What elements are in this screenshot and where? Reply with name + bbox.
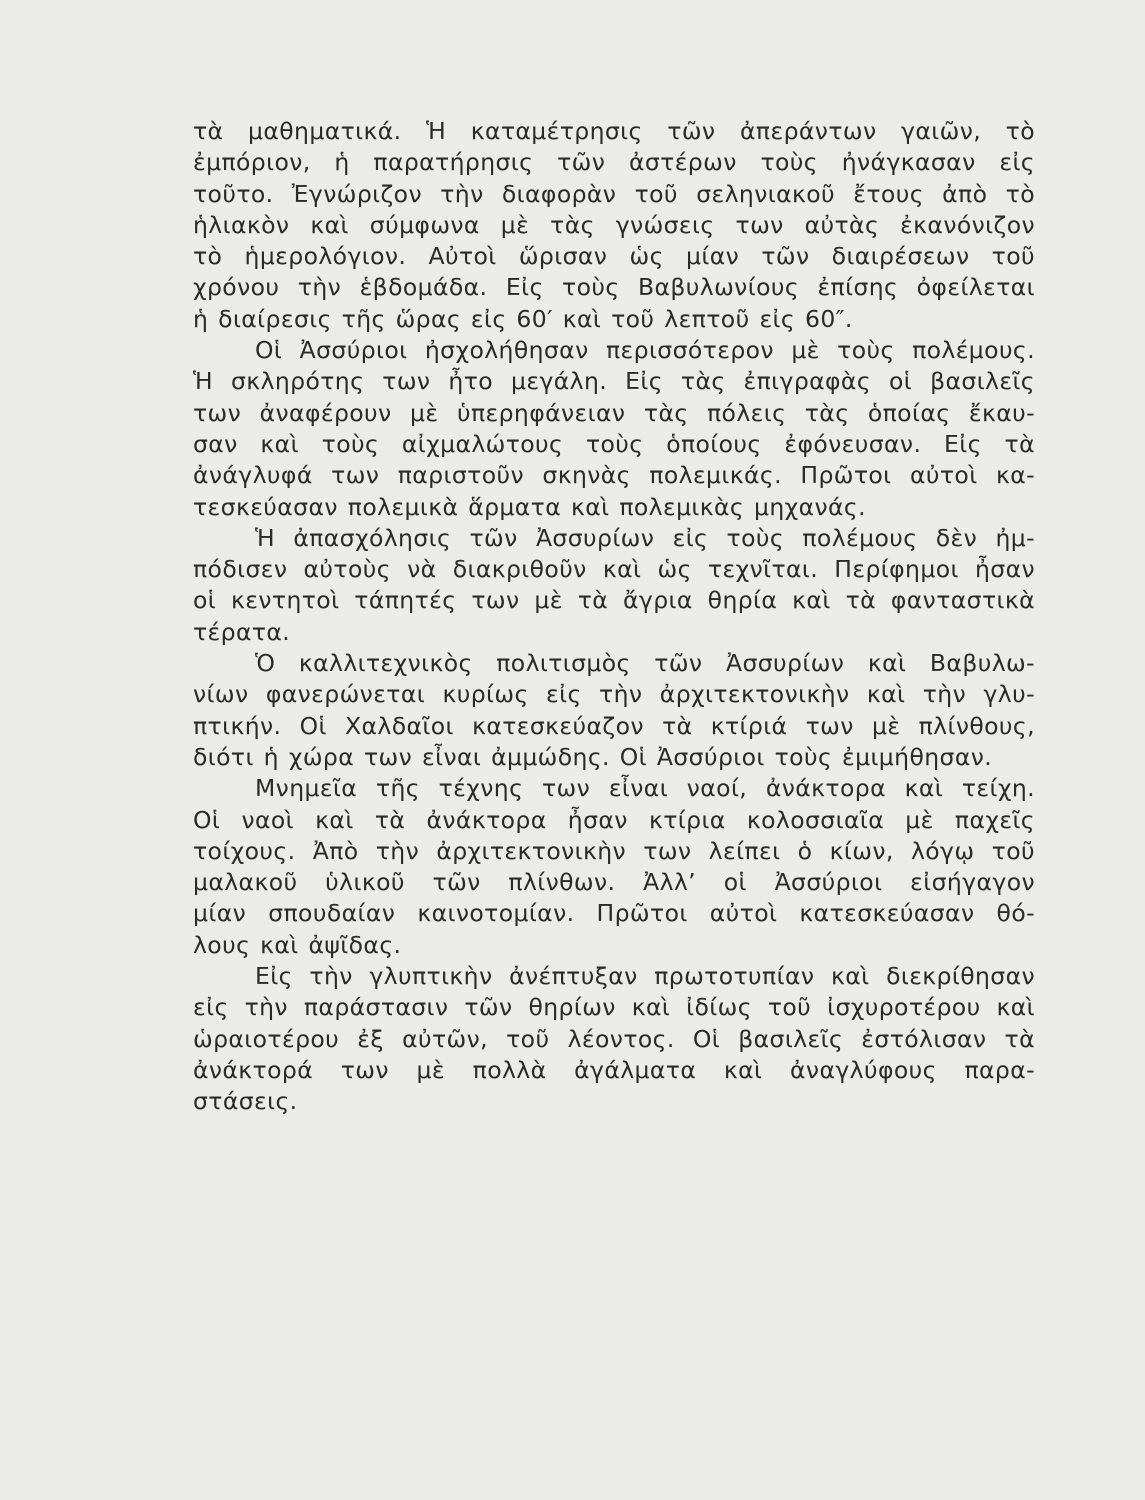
- paragraph-6: [193, 961, 1035, 1117]
- text-line: διότι ἡ χώρα των εἶναι ἀμμώδης. Οἱ Ἀσσύριοι τοὺς ἐμιμήθησαν.: [193, 742, 993, 771]
- text-line: πτικήν. Οἱ Χαλδαῖοι κατεσκεύαζον τὰ κτίριά των μὲ πλίνθους,: [193, 711, 1035, 740]
- text-line: νίων φανερώνεται κυρίως εἰς τὴν ἀρχιτεκτονικὴν καὶ τὴν γλυ-: [193, 680, 1035, 709]
- text-line: των ἀναφέρουν μὲ ὑπερηφάνειαν τὰς πόλεις τὰς ὁποίας ἔκαυ-: [193, 398, 1035, 427]
- text-line: χρόνου τὴν ἑβδομάδα. Εἰς τοὺς Βαβυλωνίους ἐπίσης ὀφείλεται: [193, 273, 1035, 302]
- paragraph-5: [193, 773, 1035, 961]
- text-line: τοῦτο. Ἐγνώριζον τὴν διαφορὰν τοῦ σεληνιακοῦ ἔτους ἀπὸ τὸ: [193, 179, 1035, 208]
- text-line: ὡραιοτέρου ἐξ αὐτῶν, τοῦ λέοντος. Οἱ βασιλεῖς ἐστόλισαν τὰ: [193, 1024, 1035, 1053]
- text-line: σαν καὶ τοὺς αἰχμαλώτους τοὺς ὁποίους ἐφόνευσαν. Εἰς τὰ: [193, 429, 1035, 458]
- text-line: τὸ ἡμερολόγιον. Αὐτοὶ ὥρισαν ὡς μίαν τῶν διαιρέσεων τοῦ: [193, 242, 1035, 271]
- text-line: πόδισεν αὐτοὺς νὰ διακριθοῦν καὶ ὡς τεχνῖται. Περίφημοι ἦσαν: [193, 555, 1035, 584]
- text-line: τεσκεύασαν πολεμικὰ ἅρματα καὶ πολεμικὰς μηχανάς.: [193, 492, 866, 521]
- text-line: Οἱ ναοὶ καὶ τὰ ἀνάκτορα ἦσαν κτίρια κολοσσιαῖα μὲ παχεῖς: [193, 805, 1035, 834]
- text-line: ἡλιακὸν καὶ σύμφωνα μὲ τὰς γνώσεις των αὐτὰς ἐκανόνιζον: [193, 210, 1035, 239]
- text-line: Ἡ σκληρότης των ἦτο μεγάλη. Εἰς τὰς ἐπιγραφὰς οἱ βασιλεῖς: [193, 367, 1035, 396]
- text-line: λους καὶ ἀψῖδας.: [193, 930, 402, 959]
- text-line: μίαν σπουδαίαν καινοτομίαν. Πρῶτοι αὐτοὶ κατεσκεύασαν θό-: [193, 899, 1035, 928]
- text-line: Μνημεῖα τῆς τέχνης των εἶναι ναοί, ἀνάκτορα καὶ τείχη.: [255, 774, 1035, 803]
- text-line: ἡ διαίρεσις τῆς ὥρας εἰς 60′ καὶ τοῦ λεπτοῦ εἰς 60″.: [193, 304, 853, 333]
- text-line: τοίχους. Ἀπὸ τὴν ἀρχιτεκτονικὴν των λείπει ὁ κίων, λόγῳ τοῦ: [193, 836, 1035, 865]
- text-line: ἐμπόριον, ἡ παρατήρησις τῶν ἀστέρων τοὺς ἠνάγκασαν εἰς: [193, 148, 1035, 177]
- paragraph-2: [193, 335, 1035, 523]
- paragraph-1: [193, 116, 1035, 335]
- text-line: μαλακοῦ ὑλικοῦ τῶν πλίνθων. Ἀλλ’ οἱ Ἀσσύριοι εἰσήγαγον: [193, 868, 1035, 897]
- text-line: τέρατα.: [193, 617, 291, 646]
- text-line: ἀνάκτορά των μὲ πολλὰ ἀγάλματα καὶ ἀναγλύφους παρα-: [193, 1055, 1035, 1084]
- text-line: Οἱ Ἀσσύριοι ἠσχολήθησαν περισσότερον μὲ τοὺς πολέμους.: [255, 336, 1035, 365]
- text-line: οἱ κεντητοὶ τάπητές των μὲ τὰ ἄγρια θηρία καὶ τὰ φανταστικὰ: [193, 586, 1035, 615]
- page-body-text: [193, 116, 1035, 1118]
- text-line: Ἡ ἀπασχόλησις τῶν Ἀσσυρίων εἰς τοὺς πολέμους δὲν ἠμ-: [255, 523, 1035, 552]
- paragraph-3: [193, 523, 1035, 648]
- text-line: εἰς τὴν παράστασιν τῶν θηρίων καὶ ἰδίως τοῦ ἰσχυροτέρου καὶ: [193, 993, 1035, 1022]
- text-line: Ὁ καλλιτεχνικὸς πολιτισμὸς τῶν Ἀσσυρίων καὶ Βαβυλω-: [255, 649, 1035, 678]
- text-line: στάσεις.: [193, 1087, 298, 1116]
- text-line: ἀνάγλυφά των παριστοῦν σκηνὰς πολεμικάς. Πρῶτοι αὐτοὶ κα-: [193, 461, 1035, 490]
- text-line: Εἰς τὴν γλυπτικὴν ἀνέπτυξαν πρωτοτυπίαν καὶ διεκρίθησαν: [255, 962, 1035, 991]
- paragraph-4: [193, 648, 1035, 773]
- text-line: τὰ μαθηματικά. Ἡ καταμέτρησις τῶν ἀπεράντων γαιῶν, τὸ: [193, 117, 1035, 145]
